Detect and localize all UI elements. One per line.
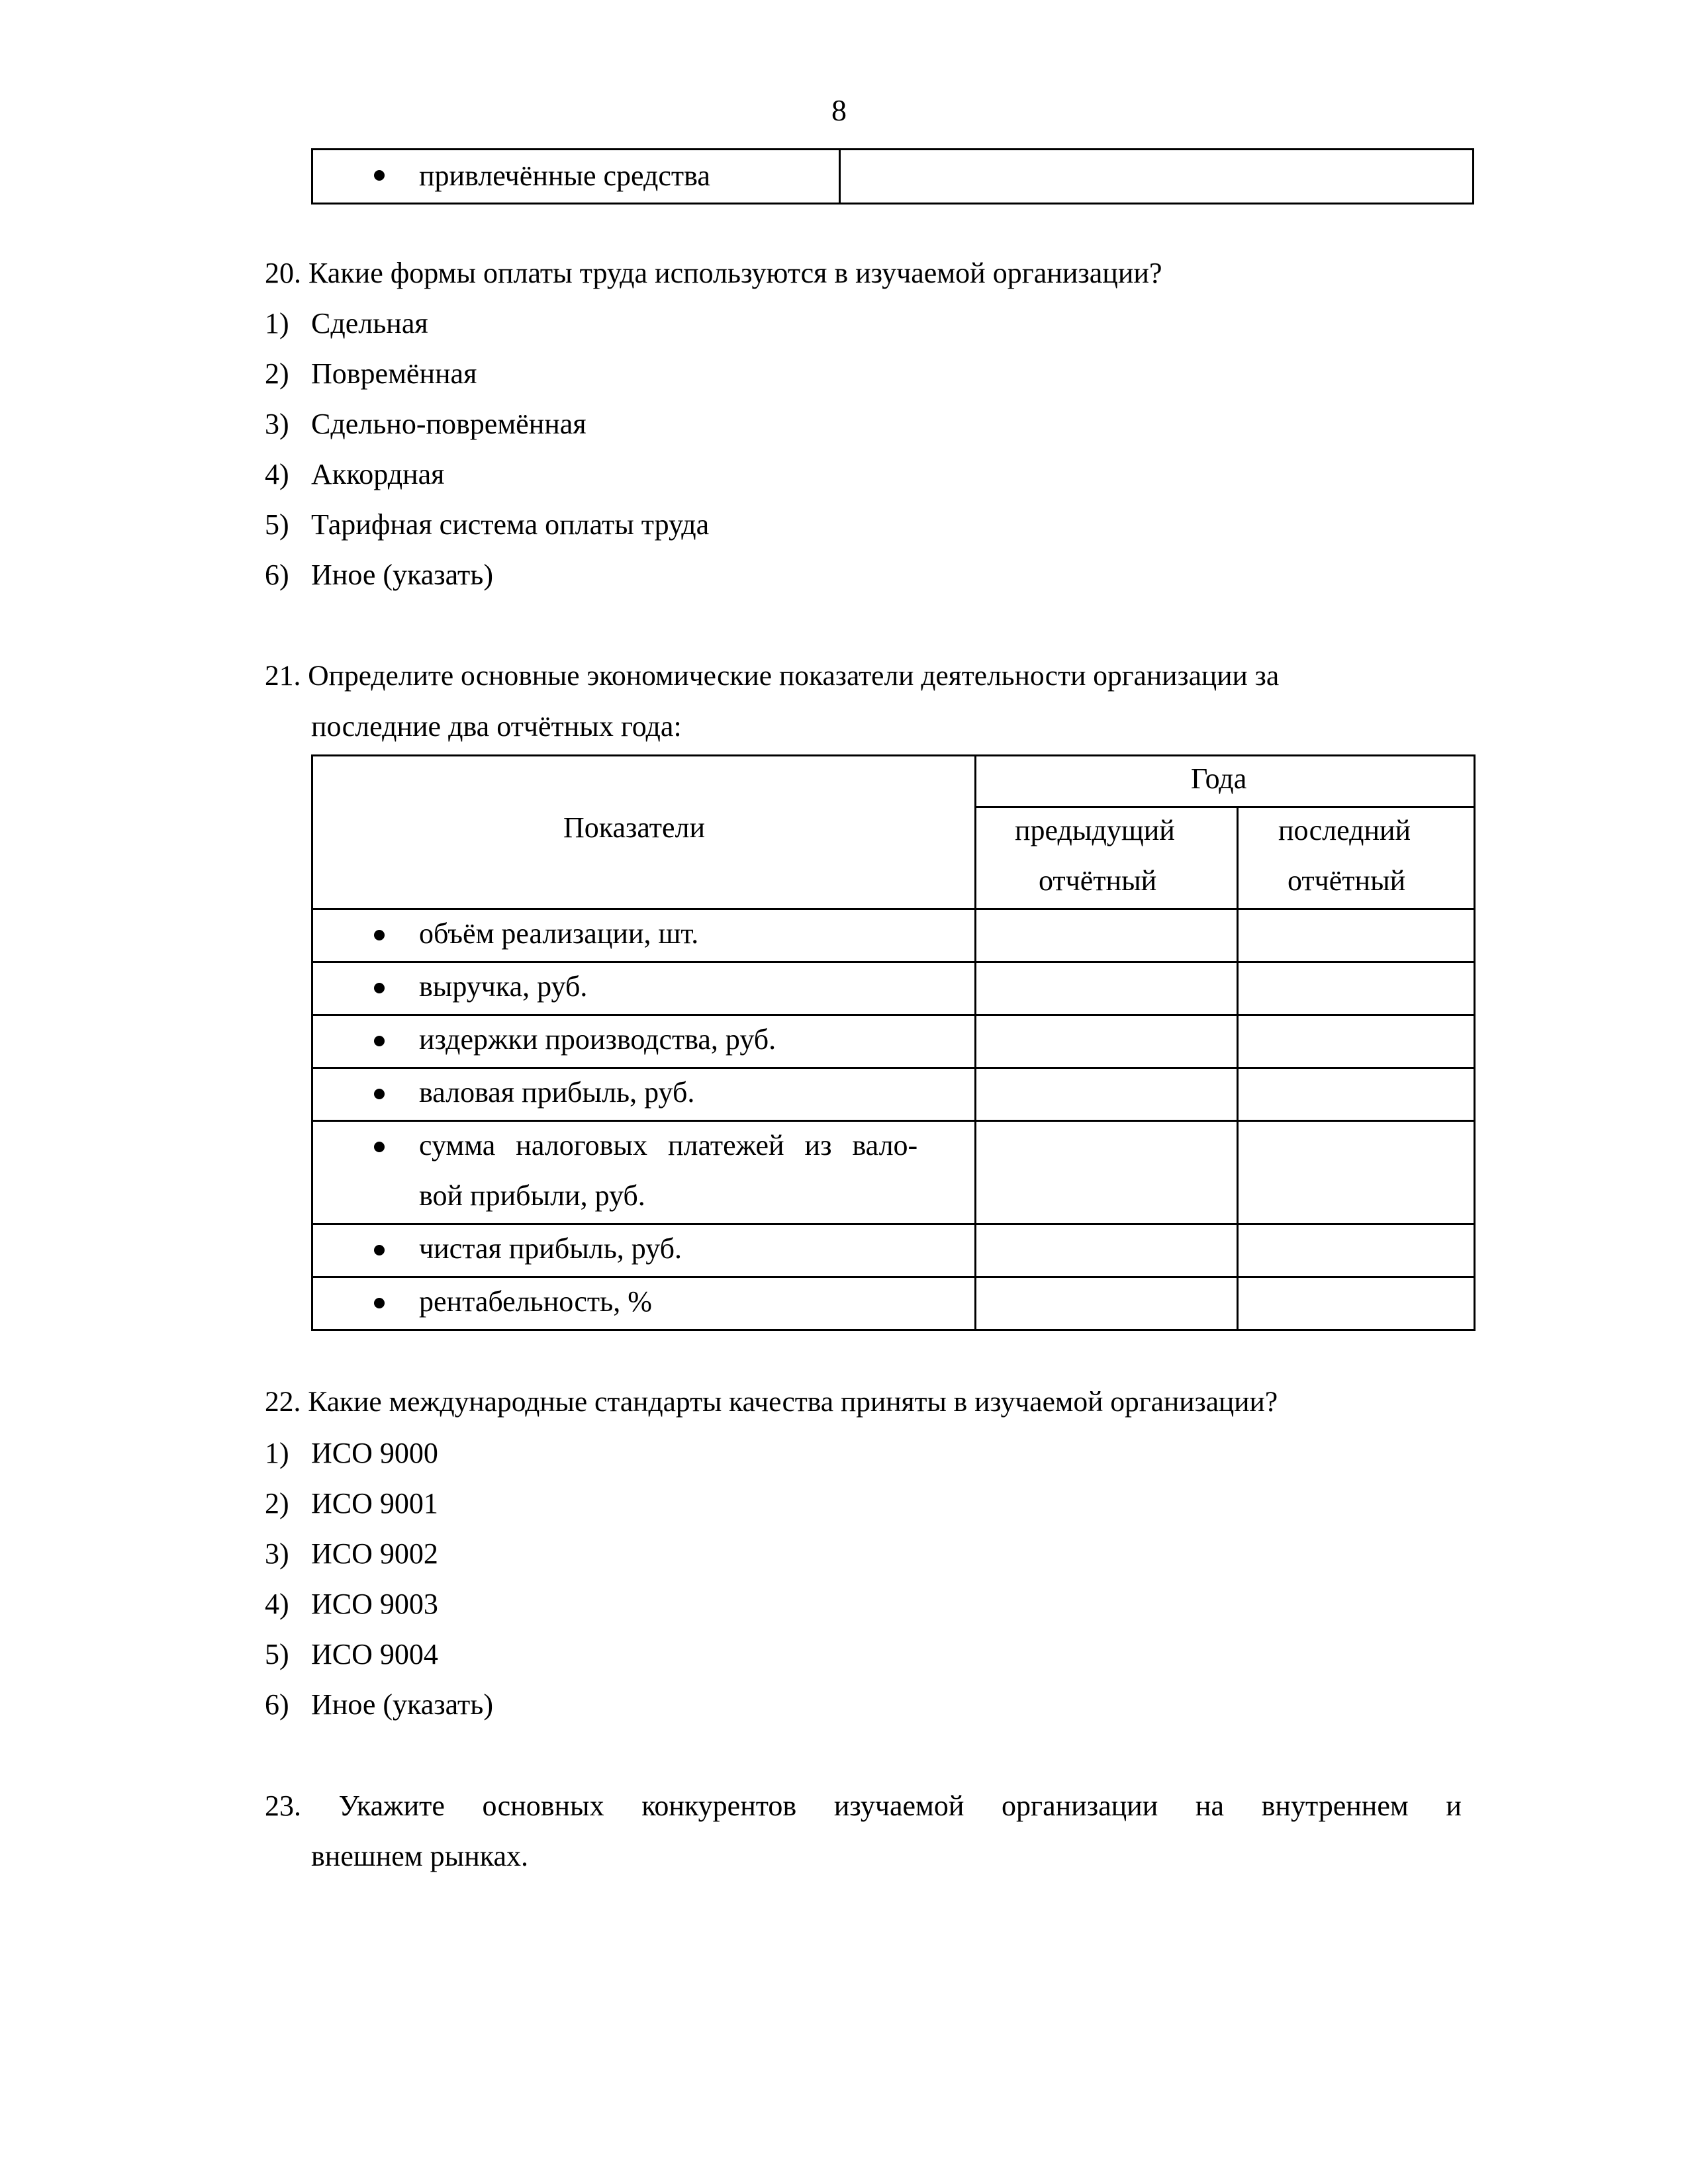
row-prev-cell (976, 1015, 1238, 1068)
row-label: объём реализации, шт. (419, 917, 699, 950)
q21-question-line1: 21. Определите основные экономические показатели деятельности организации за (265, 660, 1280, 692)
top-table-value-cell (840, 150, 1474, 204)
q22-option-num: 4) (265, 1588, 289, 1620)
row-label: рентабельность, % (419, 1285, 652, 1318)
table-row (312, 1224, 1475, 1277)
row-label-cell (312, 1121, 976, 1224)
table-row (312, 1068, 1475, 1121)
header-years-cell (976, 756, 1475, 807)
q20-option-num: 6) (265, 559, 289, 591)
q22-option-num: 2) (265, 1487, 289, 1520)
q22-option-text: ИСО 9001 (311, 1487, 438, 1520)
row-label: чистая прибыль, руб. (419, 1232, 682, 1265)
row-last-cell (1238, 1068, 1475, 1121)
q20-option-text: Иное (указать) (311, 559, 493, 591)
q23-question-line1 (265, 1792, 1462, 1821)
q20-option-text: Сдельная (311, 307, 428, 340)
q22-option-text: ИСО 9003 (311, 1588, 438, 1620)
row-label-line2: вой прибыли, руб. (419, 1179, 645, 1212)
bullet-icon (374, 1298, 385, 1308)
q23-word: организации (1002, 1790, 1158, 1822)
table-row (312, 962, 1475, 1015)
bullet-icon (374, 1245, 385, 1255)
row-label-cell (312, 962, 976, 1015)
row-label-cell (312, 1277, 976, 1330)
q23-word: и (1446, 1790, 1462, 1822)
q23-word: основных (482, 1790, 604, 1822)
row-last-cell (1238, 909, 1475, 962)
q20-question: 20. Какие формы оплаты труда используются в изучаемой организации? (265, 257, 1162, 289)
q23-question-line2: внешнем рынках. (311, 1840, 529, 1872)
bullet-icon (374, 1036, 385, 1046)
q22-option-text: ИСО 9004 (311, 1638, 438, 1670)
q22-option-num: 5) (265, 1638, 289, 1670)
row-last-cell (1238, 962, 1475, 1015)
row-prev-cell (976, 1224, 1238, 1277)
bullet-icon (374, 170, 385, 181)
row-last-cell (1238, 1015, 1475, 1068)
q22-option-num: 1) (265, 1437, 289, 1469)
table-row (312, 909, 1475, 962)
row-label-line1: сумма налоговых платежей из вало- (419, 1129, 918, 1161)
header-prev-line1: предыдущий (1015, 814, 1175, 846)
top-table (311, 148, 1474, 205)
row-label: выручка, руб. (419, 970, 588, 1003)
q23-word: изучаемой (833, 1790, 964, 1822)
table-row (312, 1015, 1475, 1068)
header-last-line2: отчётный (1288, 864, 1406, 897)
top-table-row-label: привлечённые средства (419, 159, 710, 192)
bullet-icon (374, 983, 385, 993)
row-prev-cell (976, 1068, 1238, 1121)
header-last-cell (1238, 807, 1475, 909)
top-table-label-cell (312, 150, 840, 204)
row-prev-cell (976, 909, 1238, 962)
table-row (312, 1277, 1475, 1330)
header-last-line1: последний (1278, 814, 1411, 846)
q21-question-line2: последние два отчётных года: (311, 710, 682, 743)
row-label: валовая прибыль, руб. (419, 1076, 695, 1109)
row-last-cell (1238, 1224, 1475, 1277)
row-label-cell (312, 1224, 976, 1277)
q20-option-num: 2) (265, 357, 289, 390)
header-indicators-cell (312, 756, 976, 909)
row-label: издержки производства, руб. (419, 1023, 776, 1056)
q20-option-text: Повремённая (311, 357, 477, 390)
bullet-icon (374, 1089, 385, 1099)
row-last-cell (1238, 1121, 1475, 1224)
row-label-cell (312, 1068, 976, 1121)
q22-question: 22. Какие международные стандарты качества приняты в изучаемой организации? (265, 1386, 1278, 1418)
q23-word: конкурентов (641, 1790, 797, 1822)
q20-option-num: 1) (265, 307, 289, 340)
q22-option-text: ИСО 9000 (311, 1437, 438, 1469)
q20-option-num: 5) (265, 508, 289, 541)
page-number: 8 (831, 93, 847, 127)
q23-word: на (1195, 1790, 1224, 1822)
header-prev-line2: отчётный (1039, 864, 1157, 897)
row-label-cell (312, 1015, 976, 1068)
indicators-table (311, 754, 1476, 1331)
row-last-cell (1238, 1277, 1475, 1330)
q20-option-num: 3) (265, 408, 289, 440)
table-row (312, 1121, 1475, 1224)
q22-option-num: 3) (265, 1537, 289, 1570)
row-prev-cell (976, 1121, 1238, 1224)
row-prev-cell (976, 962, 1238, 1015)
q20-option-text: Аккордная (311, 458, 445, 490)
q22-option-text: ИСО 9002 (311, 1537, 438, 1570)
row-label-cell (312, 909, 976, 962)
bullet-icon (374, 1142, 385, 1152)
q20-option-text: Сдельно-повремённая (311, 408, 586, 440)
bullet-icon (374, 930, 385, 940)
header-indicators: Показатели (563, 811, 706, 844)
q23-word: Укажите (338, 1790, 445, 1822)
q22-option-text: Иное (указать) (311, 1688, 493, 1721)
row-prev-cell (976, 1277, 1238, 1330)
q23-word: внутреннем (1261, 1790, 1409, 1822)
header-years: Года (1191, 762, 1247, 795)
q20-option-text: Тарифная система оплаты труда (311, 508, 710, 541)
header-prev-cell (976, 807, 1238, 909)
q23-word: 23. (265, 1790, 301, 1822)
q20-option-num: 4) (265, 458, 289, 490)
q22-option-num: 6) (265, 1688, 289, 1721)
